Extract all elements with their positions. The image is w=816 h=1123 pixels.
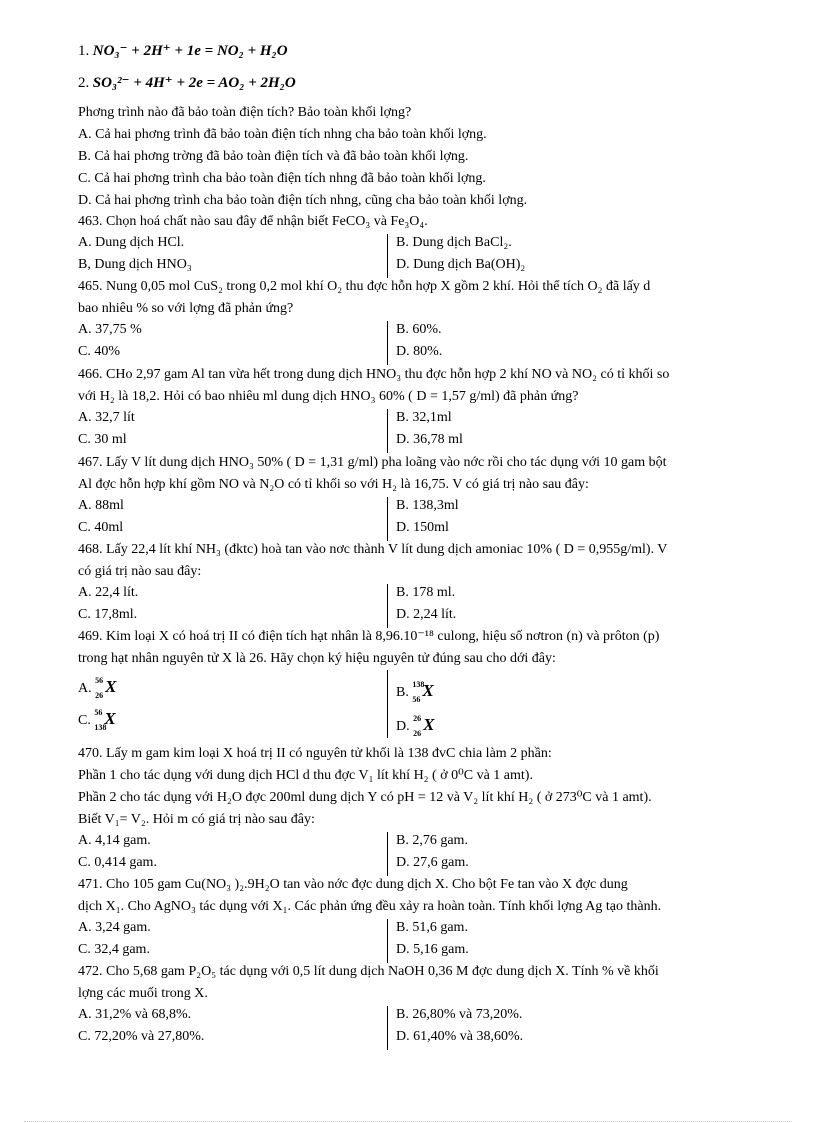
isotope-symbol — [413, 714, 435, 738]
question-469-line-1: 469. Kim loại X có hoá trị II có điện tích hạt nhân là 8,96.10⁻¹⁸ culong, hiệu số nơtron (n) và prôton (p) — [78, 629, 660, 644]
option-b: B. 60%. — [396, 322, 442, 337]
option-label: A. — [78, 681, 92, 696]
option-b: B. 2,76 gam. — [396, 833, 468, 848]
question-472-options — [78, 1006, 778, 1050]
question-466-line-2: với H₂ là 18,2. Hỏi có bao nhiêu ml dung dịch HNO₃ 60% ( D = 1,57 g/ml) đã phản ứng? — [78, 389, 579, 404]
question-468-options — [78, 584, 778, 628]
option-c: B, Dung dịch HNO₃ — [78, 257, 192, 272]
element-symbol: X — [104, 709, 116, 728]
option-divider — [387, 832, 388, 876]
option-divider — [387, 670, 388, 738]
question-471-line-2: dịch X₁. Cho AgNO₃ tác dụng với X₁. Các phản ứng đều xảy ra hoàn toàn. Tính khối lợng Ag tạo thành. — [78, 899, 662, 914]
question-466-options — [78, 409, 778, 453]
question-471-options — [78, 919, 778, 963]
mass-number: 138 — [412, 680, 425, 689]
option-a: A. 22,4 lít. — [78, 585, 139, 600]
option-c: C. 40% — [78, 344, 120, 359]
atomic-number: 56 — [412, 695, 421, 704]
question-469-line-2: trong hạt nhân nguyên tử X là 26. Hãy chọn ký hiệu nguyên tử đúng sau cho dới đây: — [78, 651, 556, 666]
question-470-options — [78, 832, 778, 876]
equation-formula: NO₃⁻ + 2H⁺ + 1e = NO₂ + H₂O — [92, 43, 288, 59]
option-a: A. 31,2% và 68,8%. — [78, 1007, 192, 1022]
intro-option-d: D. Cả hai phơng trình cha bảo toàn điện tích nhng, cũng cha bảo toàn khối lợng. — [78, 193, 528, 208]
option-c: C. 0,414 gam. — [78, 855, 157, 870]
page-bottom-rule — [24, 1121, 792, 1122]
option-d: D. 80%. — [396, 344, 443, 359]
equation-1 — [78, 38, 288, 65]
intro-option-a: A. Cả hai phơng trình đã bảo toàn điện tích nhng cha bảo toàn khối lợng. — [78, 127, 487, 142]
option-d: D. Dung dịch Ba(OH)₂ — [396, 257, 526, 272]
option-divider — [387, 321, 388, 365]
intro-option-b: B. Cả hai phơng trờng đã bảo toàn điện tích và đã bảo toàn khối lợng. — [78, 149, 469, 164]
option-a: A. 3,24 gam. — [78, 920, 151, 935]
question-470-line-4: Biết V₁= V₂. Hỏi m có giá trị nào sau đây: — [78, 812, 315, 827]
element-symbol: X — [423, 715, 435, 734]
mass-number: 26 — [413, 714, 422, 723]
question-468-line-2: có giá trị nào sau đây: — [78, 564, 202, 579]
question-470-line-2: Phần 1 cho tác dụng với dung dịch HCl d thu đợc V₁ lít khí H₂ ( ở 0⁰C và 1 amt). — [78, 768, 533, 783]
option-divider — [387, 919, 388, 963]
option-divider — [387, 584, 388, 628]
question-463-options — [78, 234, 778, 278]
option-b: B. 51,6 gam. — [396, 920, 468, 935]
mass-number: 56 — [95, 676, 104, 685]
option-c: C. 30 ml — [78, 432, 127, 447]
atomic-number: 26 — [95, 691, 104, 700]
equation-2 — [78, 70, 296, 97]
isotope-symbol — [95, 676, 117, 700]
option-b: B. 178 ml. — [396, 585, 456, 600]
option-d: D. 150ml — [396, 520, 449, 535]
option-divider — [387, 497, 388, 541]
question-469-options — [78, 670, 778, 738]
question-465-options — [78, 321, 778, 365]
option-a: A. 88ml — [78, 498, 124, 513]
option-d — [396, 716, 434, 736]
atomic-number: 26 — [413, 729, 422, 738]
option-a — [78, 678, 116, 698]
option-label: B. — [396, 685, 409, 700]
option-divider — [387, 234, 388, 278]
option-c: C. 72,20% và 27,80%. — [78, 1029, 205, 1044]
question-465-line-1: 465. Nung 0,05 mol CuS₂ trong 0,2 mol khí O₂ thu đợc hỗn hợp X gồm 2 khí. Hỏi thể tích O₂ đã lấy d — [78, 279, 651, 294]
question-470-line-3: Phần 2 cho tác dụng với H₂O đợc 200ml dung dịch Y có pH = 12 và V₂ lít khí H₂ ( ở 273⁰C và 1 amt). — [78, 790, 652, 805]
option-d: D. 36,78 ml — [396, 432, 463, 447]
question-472-line-2: lợng các muối trong X. — [78, 986, 208, 1001]
question-467-options — [78, 497, 778, 541]
isotope-symbol — [94, 708, 116, 732]
option-b: B. Dung dịch BaCl₂. — [396, 235, 512, 250]
question-467-line-1: 467. Lấy V lít dung dịch HNO₃ 50% ( D = 1,31 g/ml) pha loãng vào nớc rồi cho tác dụng với 10 gam bột — [78, 455, 667, 470]
option-b: B. 138,3ml — [396, 498, 459, 513]
option-c: C. 32,4 gam. — [78, 942, 150, 957]
option-d: D. 5,16 gam. — [396, 942, 469, 957]
question-463-stem: 463. Chọn hoá chất nào sau đây để nhận biết FeCO₃ và Fe₃O₄. — [78, 214, 428, 229]
option-a: A. 4,14 gam. — [78, 833, 151, 848]
question-470-line-1: 470. Lấy m gam kim loại X hoá trị II có nguyên tử khối là 138 đvC chia làm 2 phần: — [78, 746, 552, 761]
element-symbol: X — [105, 677, 117, 696]
option-a: A. 32,7 lít — [78, 410, 135, 425]
option-c: C. 40ml — [78, 520, 124, 535]
option-d: D. 61,40% và 38,60%. — [396, 1029, 524, 1044]
option-label: D. — [396, 719, 410, 734]
atomic-number: 138 — [94, 723, 107, 732]
intro-option-c: C. Cả hai phơng trình cha bảo toàn điện tích nhng đã bảo toàn khối lợng. — [78, 171, 486, 186]
element-symbol: X — [422, 681, 434, 700]
equation-number: 1. — [78, 43, 90, 59]
question-471-line-1: 471. Cho 105 gam Cu(NO₃ )₂.9H₂O tan vào nớc đợc dung dịch X. Cho bột Fe tan vào X đợc dung — [78, 877, 628, 892]
question-467-line-2: Al đợc hỗn hợp khí gồm NO và N₂O có tỉ khối so với H₂ là 16,75. V có giá trị nào sau đây: — [78, 477, 589, 492]
option-b: B. 26,80% và 73,20%. — [396, 1007, 523, 1022]
mass-number: 56 — [94, 708, 103, 717]
option-a: A. 37,75 % — [78, 322, 142, 337]
option-d: D. 27,6 gam. — [396, 855, 469, 870]
question-466-line-1: 466. CHo 2,97 gam Al tan vừa hết trong dung dịch HNO₃ thu đợc hỗn hợp 2 khí NO và NO₂ có tỉ khối so — [78, 367, 670, 382]
option-a: A. Dung dịch HCl. — [78, 235, 185, 250]
option-divider — [387, 409, 388, 453]
option-d: D. 2,24 lít. — [396, 607, 457, 622]
option-divider — [387, 1006, 388, 1050]
option-c: C. 17,8ml. — [78, 607, 138, 622]
option-label: C. — [78, 713, 91, 728]
equation-number: 2. — [78, 75, 90, 91]
option-b: B. 32,1ml — [396, 410, 452, 425]
question-468-line-1: 468. Lấy 22,4 lít khí NH₃ (đktc) hoà tan vào nơc thành V lít dung dịch amoniac 10% ( D = 0,955g/ml). V — [78, 542, 668, 557]
option-b — [396, 682, 434, 702]
intro-question: Phơng trình nào đã bảo toàn điện tích? Bảo toàn khối lợng? — [78, 105, 412, 120]
option-c — [78, 710, 116, 730]
isotope-symbol — [412, 680, 434, 704]
question-472-line-1: 472. Cho 5,68 gam P₂O₅ tác dụng với 0,5 lít dung dịch NaOH 0,36 M đợc dung dịch X. Tính % về khối — [78, 964, 659, 979]
question-465-line-2: bao nhiêu % so với lợng đã phản ứng? — [78, 301, 294, 316]
equation-formula: SO₃²⁻ + 4H⁺ + 2e = AO₂ + 2H₂O — [92, 75, 296, 91]
